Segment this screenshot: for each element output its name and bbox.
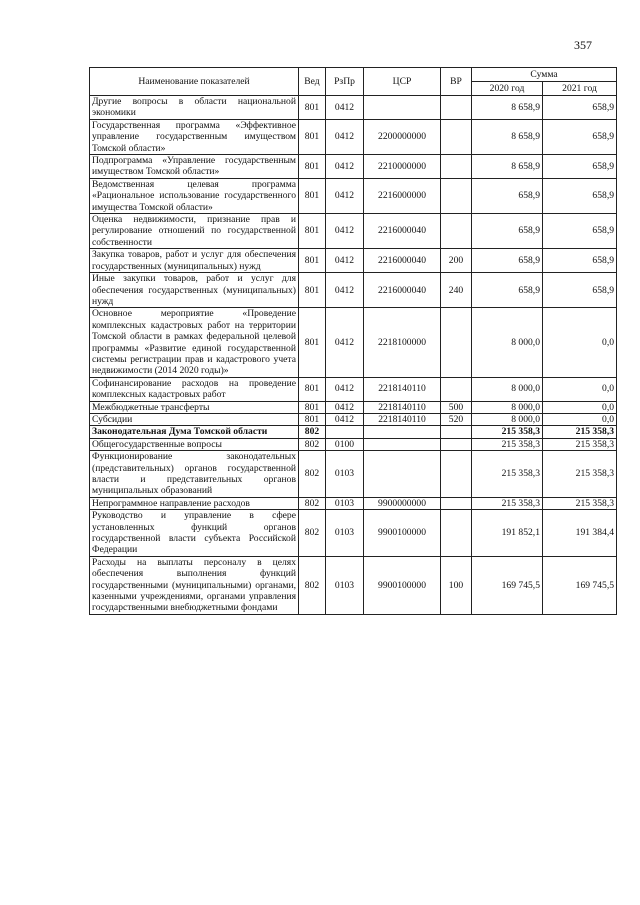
header-csr: ЦСР — [364, 68, 441, 96]
cell-ved: 802 — [299, 556, 326, 614]
cell-csr: 2216000000 — [364, 178, 441, 213]
cell-sum-2021: 215 358,3 — [543, 438, 617, 450]
cell-vr: 200 — [441, 249, 472, 273]
cell-sum-2021: 215 358,3 — [543, 426, 617, 438]
cell-sum-2020: 8 658,9 — [472, 155, 543, 179]
cell-sum-2020: 215 358,3 — [472, 438, 543, 450]
cell-csr — [364, 426, 441, 438]
cell-rzpr: 0103 — [326, 556, 364, 614]
cell-name: Субсидии — [90, 413, 299, 425]
table-row — [90, 273, 617, 308]
cell-csr: 2210000000 — [364, 155, 441, 179]
cell-sum-2020: 215 358,3 — [472, 451, 543, 498]
cell-sum-2020: 658,9 — [472, 178, 543, 213]
cell-name: Оценка недвижимости, признание прав и регулирование отношений по государственной собственности — [90, 214, 299, 249]
table-row — [90, 377, 617, 401]
cell-ved: 801 — [299, 273, 326, 308]
cell-rzpr: 0412 — [326, 401, 364, 413]
table-row — [90, 249, 617, 273]
cell-vr: 520 — [441, 413, 472, 425]
cell-csr: 2218140110 — [364, 401, 441, 413]
cell-name: Закупка товаров, работ и услуг для обеспечения государственных (муниципальных) нужд — [90, 249, 299, 273]
cell-csr: 2218140110 — [364, 413, 441, 425]
cell-ved: 801 — [299, 178, 326, 213]
cell-rzpr: 0412 — [326, 155, 364, 179]
cell-vr — [441, 155, 472, 179]
cell-name: Иные закупки товаров, работ и услуг для обеспечения государственных (муниципальных) нужд — [90, 273, 299, 308]
table-row — [90, 556, 617, 614]
cell-rzpr: 0103 — [326, 510, 364, 557]
cell-sum-2020: 8 000,0 — [472, 308, 543, 377]
cell-sum-2021: 0,0 — [543, 308, 617, 377]
cell-name: Непрограммное направление расходов — [90, 497, 299, 509]
cell-rzpr: 0103 — [326, 497, 364, 509]
cell-sum-2021: 658,9 — [543, 249, 617, 273]
cell-sum-2021: 0,0 — [543, 401, 617, 413]
cell-vr — [441, 377, 472, 401]
table-row — [90, 451, 617, 498]
cell-vr: 500 — [441, 401, 472, 413]
table-header — [90, 68, 617, 96]
cell-ved: 801 — [299, 155, 326, 179]
header-vr: ВР — [441, 68, 472, 96]
cell-vr: 100 — [441, 556, 472, 614]
cell-csr — [364, 451, 441, 498]
cell-ved: 801 — [299, 119, 326, 154]
cell-ved: 802 — [299, 497, 326, 509]
cell-vr — [441, 497, 472, 509]
page-number: 357 — [574, 38, 592, 52]
cell-vr — [441, 438, 472, 450]
cell-sum-2021: 658,9 — [543, 119, 617, 154]
cell-name: Ведомственная целевая программа «Рациональное использование государственного имущества Томской области» — [90, 178, 299, 213]
cell-sum-2021: 215 358,3 — [543, 451, 617, 498]
cell-rzpr — [326, 426, 364, 438]
cell-vr — [441, 96, 472, 120]
cell-csr: 2200000000 — [364, 119, 441, 154]
cell-sum-2020: 658,9 — [472, 249, 543, 273]
table-row — [90, 413, 617, 425]
cell-ved: 802 — [299, 426, 326, 438]
table-row — [90, 214, 617, 249]
cell-sum-2021: 658,9 — [543, 178, 617, 213]
cell-rzpr: 0412 — [326, 413, 364, 425]
header-sum: Сумма — [472, 68, 617, 82]
table-row — [90, 308, 617, 377]
cell-rzpr: 0412 — [326, 273, 364, 308]
cell-csr: 9900000000 — [364, 497, 441, 509]
cell-name: Другие вопросы в области национальной экономики — [90, 96, 299, 120]
cell-vr: 240 — [441, 273, 472, 308]
cell-ved: 801 — [299, 401, 326, 413]
table-body — [90, 96, 617, 615]
cell-vr — [441, 426, 472, 438]
cell-name: Общегосударственные вопросы — [90, 438, 299, 450]
table-row — [90, 178, 617, 213]
cell-sum-2020: 169 745,5 — [472, 556, 543, 614]
cell-sum-2020: 215 358,3 — [472, 426, 543, 438]
cell-sum-2020: 8 658,9 — [472, 96, 543, 120]
cell-name: Расходы на выплаты персоналу в целях обеспечения выполнения функций государственными (муниципальными) органами, казенными учреждениями, органами управления государственными внебюджетными фондами — [90, 556, 299, 614]
cell-sum-2020: 215 358,3 — [472, 497, 543, 509]
table-row — [90, 438, 617, 450]
cell-csr: 2218140110 — [364, 377, 441, 401]
cell-csr: 9900100000 — [364, 556, 441, 614]
cell-ved: 802 — [299, 510, 326, 557]
cell-ved: 801 — [299, 249, 326, 273]
cell-rzpr: 0412 — [326, 214, 364, 249]
cell-sum-2020: 8 000,0 — [472, 377, 543, 401]
cell-name: Руководство и управление в сфере установленных функций органов государственной власти субъекта Российской Федерации — [90, 510, 299, 557]
cell-ved: 802 — [299, 438, 326, 450]
header-name: Наименование показателей — [90, 68, 299, 96]
cell-sum-2021: 658,9 — [543, 155, 617, 179]
cell-sum-2020: 8 658,9 — [472, 119, 543, 154]
cell-vr — [441, 510, 472, 557]
cell-rzpr: 0100 — [326, 438, 364, 450]
cell-rzpr: 0412 — [326, 249, 364, 273]
cell-sum-2020: 658,9 — [472, 273, 543, 308]
cell-csr: 2218100000 — [364, 308, 441, 377]
header-year-2021: 2021 год — [543, 82, 617, 96]
table-row — [90, 401, 617, 413]
header-rzpr: РзПр — [326, 68, 364, 96]
cell-vr — [441, 178, 472, 213]
cell-name: Софинансирование расходов на проведение комплексных кадастровых работ — [90, 377, 299, 401]
table-row — [90, 96, 617, 120]
cell-name: Межбюджетные трансферты — [90, 401, 299, 413]
cell-csr — [364, 438, 441, 450]
cell-vr — [441, 214, 472, 249]
table-row — [90, 119, 617, 154]
cell-sum-2020: 191 852,1 — [472, 510, 543, 557]
table-row — [90, 426, 617, 438]
table-row — [90, 497, 617, 509]
cell-name: Государственная программа «Эффективное управление государственным имуществом Томской области» — [90, 119, 299, 154]
cell-name: Функционирование законодательных (представительных) органов государственной власти и представительных органов муниципальных образований — [90, 451, 299, 498]
cell-name: Законодательная Дума Томской области — [90, 426, 299, 438]
cell-sum-2021: 658,9 — [543, 96, 617, 120]
cell-ved: 801 — [299, 214, 326, 249]
cell-rzpr: 0412 — [326, 178, 364, 213]
cell-sum-2021: 191 384,4 — [543, 510, 617, 557]
cell-csr: 9900100000 — [364, 510, 441, 557]
cell-csr: 2216000040 — [364, 273, 441, 308]
cell-sum-2020: 8 000,0 — [472, 413, 543, 425]
cell-csr: 2216000040 — [364, 249, 441, 273]
cell-sum-2020: 658,9 — [472, 214, 543, 249]
table-row — [90, 510, 617, 557]
cell-name: Подпрограмма «Управление государственным имуществом Томской области» — [90, 155, 299, 179]
cell-csr — [364, 96, 441, 120]
budget-table — [89, 67, 617, 615]
cell-rzpr: 0103 — [326, 451, 364, 498]
cell-rzpr: 0412 — [326, 308, 364, 377]
cell-sum-2021: 0,0 — [543, 413, 617, 425]
cell-ved: 802 — [299, 451, 326, 498]
cell-csr: 2216000040 — [364, 214, 441, 249]
cell-rzpr: 0412 — [326, 119, 364, 154]
header-ved: Вед — [299, 68, 326, 96]
cell-vr — [441, 119, 472, 154]
cell-sum-2020: 8 000,0 — [472, 401, 543, 413]
cell-sum-2021: 658,9 — [543, 214, 617, 249]
cell-rzpr: 0412 — [326, 377, 364, 401]
cell-ved: 801 — [299, 96, 326, 120]
header-year-2020: 2020 год — [472, 82, 543, 96]
cell-ved: 801 — [299, 413, 326, 425]
cell-rzpr: 0412 — [326, 96, 364, 120]
cell-sum-2021: 0,0 — [543, 377, 617, 401]
cell-ved: 801 — [299, 308, 326, 377]
cell-sum-2021: 658,9 — [543, 273, 617, 308]
cell-sum-2021: 169 745,5 — [543, 556, 617, 614]
cell-vr — [441, 451, 472, 498]
cell-sum-2021: 215 358,3 — [543, 497, 617, 509]
cell-vr — [441, 308, 472, 377]
table-row — [90, 155, 617, 179]
cell-name: Основное мероприятие «Проведение комплексных кадастровых работ на территории Томской области в рамках федеральной целевой программы «Развитие единой государственной системы регистрации прав и кадастрового учета недвижимости (2014 2020 годы)» — [90, 308, 299, 377]
cell-ved: 801 — [299, 377, 326, 401]
